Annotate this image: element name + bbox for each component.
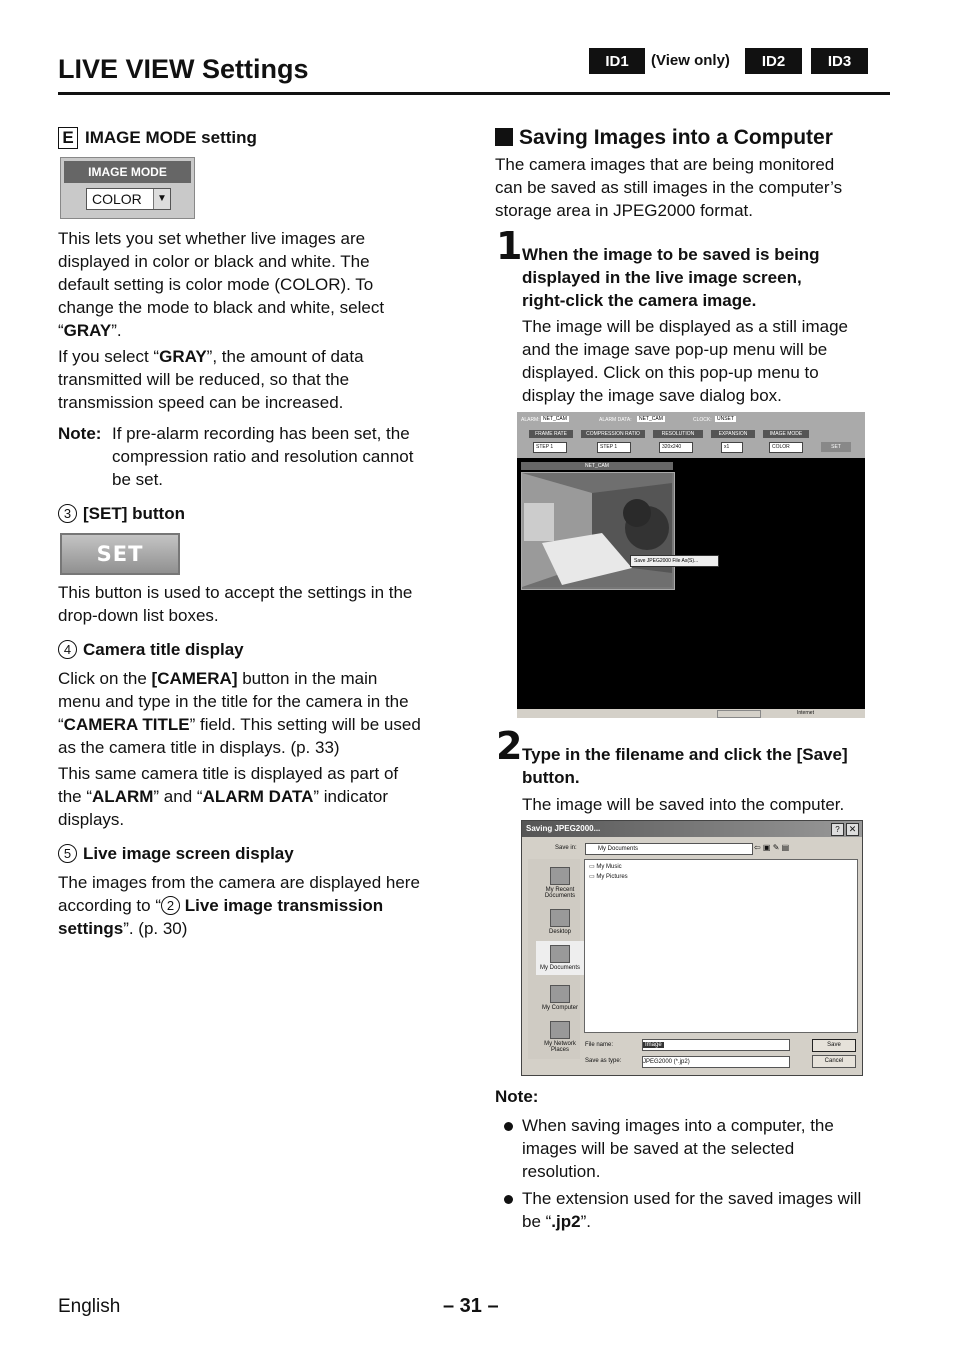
save-as-type-value: JPEG2000 (*.jp2): [643, 1059, 690, 1065]
place-label: My Documents: [539, 965, 580, 971]
live-image-display-paragraph: [58, 871, 458, 940]
id2-badge: ID2: [745, 48, 802, 74]
documents-icon: [550, 945, 570, 963]
file-list[interactable]: [584, 859, 858, 1033]
text-line: [58, 917, 458, 940]
text-span: “: [58, 715, 64, 734]
file-name-value: Image: [645, 1042, 662, 1048]
link-term: settings: [58, 919, 124, 938]
save-dialog: [521, 820, 863, 1076]
image-mode-heading: [58, 127, 257, 149]
camera-title-heading: [58, 640, 244, 660]
alarm-data-value: NET_CAM: [639, 416, 663, 422]
text-line: When the image to be saved is being: [522, 245, 820, 264]
dialog-titlebar: [522, 821, 862, 837]
image-mode-select[interactable]: [86, 188, 171, 210]
square-bullet-icon: [495, 128, 513, 146]
heading-text: Saving Images into a Computer: [519, 126, 833, 149]
list-item[interactable]: ▭ My Music: [589, 864, 622, 870]
progress-bar: [717, 710, 761, 718]
link-term: Live image transmission: [180, 896, 384, 915]
text-line: [522, 1210, 890, 1233]
heading-text: Live image screen display: [83, 844, 294, 863]
camera-term: [CAMERA]: [151, 669, 238, 688]
pre-alarm-note: [58, 422, 458, 491]
place-label: My Computer: [541, 1005, 578, 1011]
text-line: resolution.: [522, 1162, 601, 1181]
bullet-icon: [504, 1195, 513, 1204]
text-line: Type in the filename and click the [Save]: [522, 745, 848, 764]
text-line: transmitted will be reduced, so that the: [58, 370, 350, 389]
computer-icon: [550, 985, 570, 1003]
camera-image[interactable]: [521, 472, 675, 590]
place-recent[interactable]: [536, 867, 584, 899]
text-line: The extension used for the saved images will: [522, 1189, 862, 1208]
camera-title-paragraph: [58, 667, 458, 759]
save-as-type-label: Save as type:: [585, 1058, 622, 1064]
text-line: can be saved as still images in the computer’s: [495, 178, 843, 197]
toolbar-icons[interactable]: ⇦ ▣ ✎ ▤: [754, 843, 790, 852]
step-1-detail: [522, 315, 892, 407]
note-bullet-2: [504, 1187, 890, 1233]
alarm-label: ALARM:: [521, 417, 540, 423]
text-span: according to “: [58, 896, 161, 915]
text-span: ” indicator: [313, 787, 388, 806]
text-span: ”. (p. 30): [123, 919, 188, 938]
text-span: “: [58, 321, 64, 340]
step-2-number: 2: [496, 724, 523, 768]
text-line: displayed in color or black and white. The: [58, 252, 370, 271]
text-line: displayed. Click on this pop-up menu to: [522, 363, 819, 382]
gray-term: GRAY: [159, 347, 207, 366]
text-span: ”.: [580, 1212, 591, 1231]
text-line: displayed in the live image screen,: [522, 268, 802, 287]
dialog-title: Saving JPEG2000...: [526, 824, 601, 833]
place-label: Desktop: [548, 929, 571, 935]
text-span: button in the main: [237, 669, 378, 688]
text-line: The camera images that are being monitored: [495, 155, 835, 174]
place-network[interactable]: [536, 1021, 584, 1053]
camera-title-term: CAMERA TITLE: [63, 715, 190, 734]
saving-images-heading: [495, 126, 833, 150]
step-1-instruction: [522, 243, 892, 312]
frame-rate-select[interactable]: STEP 1: [533, 442, 567, 453]
file-name-label: File name:: [585, 1042, 614, 1048]
cancel-button[interactable]: Cancel: [812, 1055, 856, 1068]
compression-select[interactable]: STEP 1: [597, 442, 631, 453]
clock-value: UNSET: [717, 416, 734, 422]
alarm-term: ALARM: [92, 787, 154, 806]
text-span: ” and “: [153, 787, 203, 806]
text-line: The image will be displayed as a still image: [522, 317, 848, 336]
places-bar: [528, 859, 580, 1059]
text-line: change the mode to black and white, select: [58, 298, 385, 317]
heading-text: [SET] button: [83, 504, 185, 523]
text-span: the “: [58, 787, 93, 806]
text-line: If pre-alarm recording has been set, the: [112, 424, 410, 443]
resolution-select[interactable]: 320x240: [659, 442, 693, 453]
list-item[interactable]: ▭ My Pictures: [589, 874, 628, 880]
place-desktop[interactable]: [536, 909, 584, 935]
text-line: [58, 667, 458, 690]
note-label: Note:: [58, 424, 102, 443]
expansion-select[interactable]: x1: [721, 442, 743, 453]
section-e-label: E: [58, 127, 78, 149]
note-bullet-1: [504, 1114, 890, 1183]
note-heading: Note:: [495, 1087, 539, 1106]
live-image-display-heading: [58, 844, 294, 864]
alarm-data-label: ALARM DATA:: [599, 417, 632, 423]
place-label: My Network Places: [544, 1041, 576, 1053]
text-line: [58, 319, 458, 342]
file-label: My Music: [596, 864, 622, 870]
section-ref-2: 2: [161, 896, 180, 915]
text-line: images will be saved at the selected: [522, 1139, 795, 1158]
desktop-icon: [550, 909, 570, 927]
compression-ratio-header: COMPRESSION RATIO: [581, 430, 645, 438]
bullet-icon: [504, 1122, 513, 1131]
frame-rate-header: FRAME RATE: [529, 430, 573, 438]
text-line: right-click the camera image.: [522, 291, 757, 310]
save-in-value: My Documents: [598, 846, 639, 852]
footer-language: English: [58, 1296, 121, 1317]
internet-zone-label: Internet: [797, 710, 814, 716]
text-line: compression ratio and resolution cannot: [112, 447, 414, 466]
text-span: If you select “: [58, 347, 160, 366]
save-as-type-select[interactable]: [642, 1056, 790, 1068]
chevron-down-icon[interactable]: ▼: [153, 189, 170, 209]
camera-title: NET_CAM: [521, 462, 673, 470]
image-mode-widget: [60, 157, 195, 219]
view-only-label: (View only): [651, 52, 730, 69]
text-span: ”, the amount of data: [206, 347, 364, 366]
text-line: The images from the camera are displayed here: [58, 873, 420, 892]
text-line: menu and type in the title for the camera in the: [58, 692, 409, 711]
save-in-label: Save in:: [555, 845, 577, 851]
text-line: and the image save pop-up menu will be: [522, 340, 828, 359]
text-line: displays.: [58, 810, 125, 829]
id3-badge: ID3: [811, 48, 868, 74]
text-line: [58, 345, 458, 368]
place-label: My Recent Documents: [544, 887, 576, 899]
alarm-value: NET_CAM: [543, 416, 567, 422]
file-label: My Pictures: [596, 874, 628, 880]
id1-badge: ID1: [589, 48, 645, 74]
network-icon: [550, 1021, 570, 1039]
section-number-5: 5: [58, 844, 77, 863]
text-line: [58, 713, 458, 736]
text-line: be set.: [112, 470, 164, 489]
set-button[interactable]: SET: [60, 533, 180, 575]
resolution-header: RESOLUTION: [653, 430, 703, 438]
step-2-detail: The image will be saved into the computer.: [522, 795, 845, 814]
text-line: storage area in JPEG2000 format.: [495, 201, 753, 220]
alarm-display-paragraph: [58, 762, 458, 831]
text-line: transmission speed can be increased.: [58, 393, 344, 412]
text-line: default setting is color mode (COLOR). To: [58, 275, 374, 294]
heading-text: Camera title display: [83, 640, 244, 659]
extension-term: .jp2: [551, 1212, 581, 1231]
section-number-4: 4: [58, 640, 77, 659]
image-mode-heading-text: IMAGE MODE setting: [85, 128, 257, 147]
image-mode-header: IMAGE MODE: [763, 430, 809, 438]
live-view-screenshot: [517, 412, 865, 718]
help-icon[interactable]: ?: [831, 823, 844, 836]
gray-mode-paragraph: [58, 345, 458, 414]
text-line: display the image save dialog box.: [522, 386, 782, 405]
text-line: as the camera title in displays. (p. 33): [58, 738, 340, 757]
section-number-3: 3: [58, 504, 77, 523]
page-number: – 31 –: [443, 1295, 499, 1317]
text-span: ”.: [111, 321, 122, 340]
text-line: [58, 894, 458, 917]
image-mode-select-value: COLOR: [92, 191, 142, 207]
save-popup-menu[interactable]: Save JPEG2000 File As(S)...: [630, 555, 719, 567]
text-line: When saving images into a computer, the: [522, 1116, 834, 1135]
place-my-documents[interactable]: [536, 941, 584, 975]
recent-documents-icon: [550, 867, 570, 885]
header-rule: [58, 92, 890, 95]
expansion-header: EXPANSION: [711, 430, 755, 438]
step-1-number: 1: [496, 224, 523, 268]
text-line: This lets you set whether live images are: [58, 229, 366, 248]
text-line: This same camera title is displayed as part of: [58, 764, 399, 783]
text-span: ” field. This setting will be used: [189, 715, 421, 734]
image-mode-widget-header: IMAGE MODE: [64, 161, 191, 183]
camera-image-graphic: [522, 473, 672, 587]
close-icon[interactable]: ✕: [846, 823, 859, 836]
text-span: Click on the: [58, 669, 152, 688]
text-line: [58, 785, 458, 808]
save-in-select[interactable]: [585, 843, 753, 855]
alarm-data-term: ALARM DATA: [202, 787, 314, 806]
text-line: This button is used to accept the settings in the: [58, 583, 413, 602]
page-title: LIVE VIEW Settings: [58, 54, 309, 84]
text-span: be “: [522, 1212, 552, 1231]
place-my-computer[interactable]: [536, 985, 584, 1011]
saving-intro: [495, 153, 890, 222]
live-view-toolbar: [517, 412, 865, 458]
set-button-description: [58, 581, 458, 627]
image-mode-description: [58, 227, 458, 342]
file-name-input[interactable]: [642, 1039, 790, 1051]
text-line: drop-down list boxes.: [58, 606, 219, 625]
gray-term: GRAY: [63, 321, 112, 340]
set-button-heading: [58, 504, 185, 524]
live-set-button[interactable]: SET: [821, 442, 851, 452]
image-mode-select-small[interactable]: COLOR: [769, 442, 803, 453]
clock-label: CLOCK:: [693, 417, 712, 423]
text-line: button.: [522, 768, 580, 787]
status-bar: [517, 709, 865, 718]
save-button[interactable]: Save: [812, 1039, 856, 1052]
step-2-instruction: [522, 743, 892, 789]
